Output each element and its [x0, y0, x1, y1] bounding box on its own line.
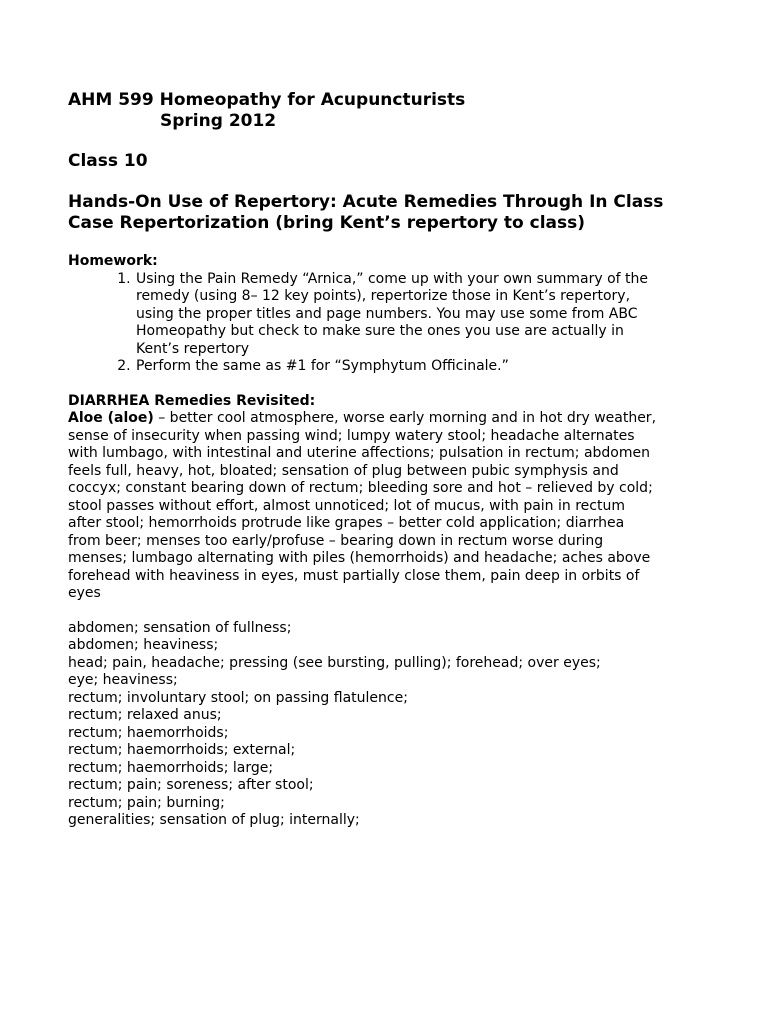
- rubric-item: abdomen; heaviness;: [68, 637, 219, 653]
- rubric-item: head; pain, headache; pressing (see bursting, pulling); forehead; over eyes;: [68, 654, 601, 671]
- rubric-item: rectum; pain; soreness; after stool;: [68, 777, 314, 793]
- class-number: Class 10: [68, 151, 148, 171]
- remedy-description-paragraph: [68, 410, 658, 603]
- course-title: AHM 599 Homeopathy for Acupuncturists: [68, 90, 466, 110]
- rubric-item: generalities; sensation of plug; internally;: [68, 812, 360, 828]
- homework-heading: Homework:: [68, 253, 158, 269]
- diarrhea-heading: DIARRHEA Remedies Revisited:: [68, 392, 316, 409]
- class-topic: Hands-On Use of Repertory: Acute Remedies Through In Class Case Repertorization (bring Kent’s repertory to class): [68, 192, 664, 233]
- document-page: [68, 90, 668, 830]
- rubric-item: rectum; relaxed anus;: [68, 707, 222, 723]
- homework-list: [68, 271, 668, 376]
- rubric-item: eye; heaviness;: [68, 672, 178, 688]
- rubric-item: abdomen; sensation of fullness;: [68, 619, 292, 636]
- course-term: Spring 2012: [160, 111, 277, 131]
- rubric-item: rectum; pain; burning;: [68, 794, 225, 811]
- remedy-description: – better cool atmosphere, worse early morning and in hot dry weather, sense of insecurity when passing wind; lumpy watery stool; headache alternates with lumbago, with intestinal and uterine affections; pulsation in rectum; abdomen feels full, heavy, hot, bloated; sensation of plug between pubic symphysis and coccyx; constant bearing down of rectum; bleeding sore and hot – relieved by cold; stool passes without effort, almost unnoticed; lot of mucus, with pain in rectum after stool; hemorrhoids protrude like grapes – better cold application; diarrhea from beer; menses too early/profuse – bearing down in rectum worse during menses; lumbago alternating with piles (hemorrhoids) and headache; aches above forehead with heaviness in eyes, must partially close them, pain deep in orbits of eyes: [68, 410, 657, 601]
- homework-item: 2. Perform the same as #1 for “Symphytum Officinale.”: [135, 358, 668, 376]
- rubric-item: rectum; haemorrhoids; large;: [68, 759, 274, 776]
- rubric-item: rectum; involuntary stool; on passing flatulence;: [68, 689, 408, 706]
- remedy-name: Aloe (aloe): [68, 410, 154, 426]
- rubric-item: rectum; haemorrhoids; external;: [68, 742, 296, 758]
- rubric-list: [68, 620, 668, 830]
- homework-item: 1. Using the Pain Remedy “Arnica,” come up with your own summary of the remedy (using 8– 12 key points), repertorize those in Kent’s repertory, using the proper titles and page numbers. You may use some from ABC Homeopathy but check to make sure the ones you use are actually in Kent’s repertory: [135, 271, 668, 359]
- rubric-item: rectum; haemorrhoids;: [68, 724, 229, 741]
